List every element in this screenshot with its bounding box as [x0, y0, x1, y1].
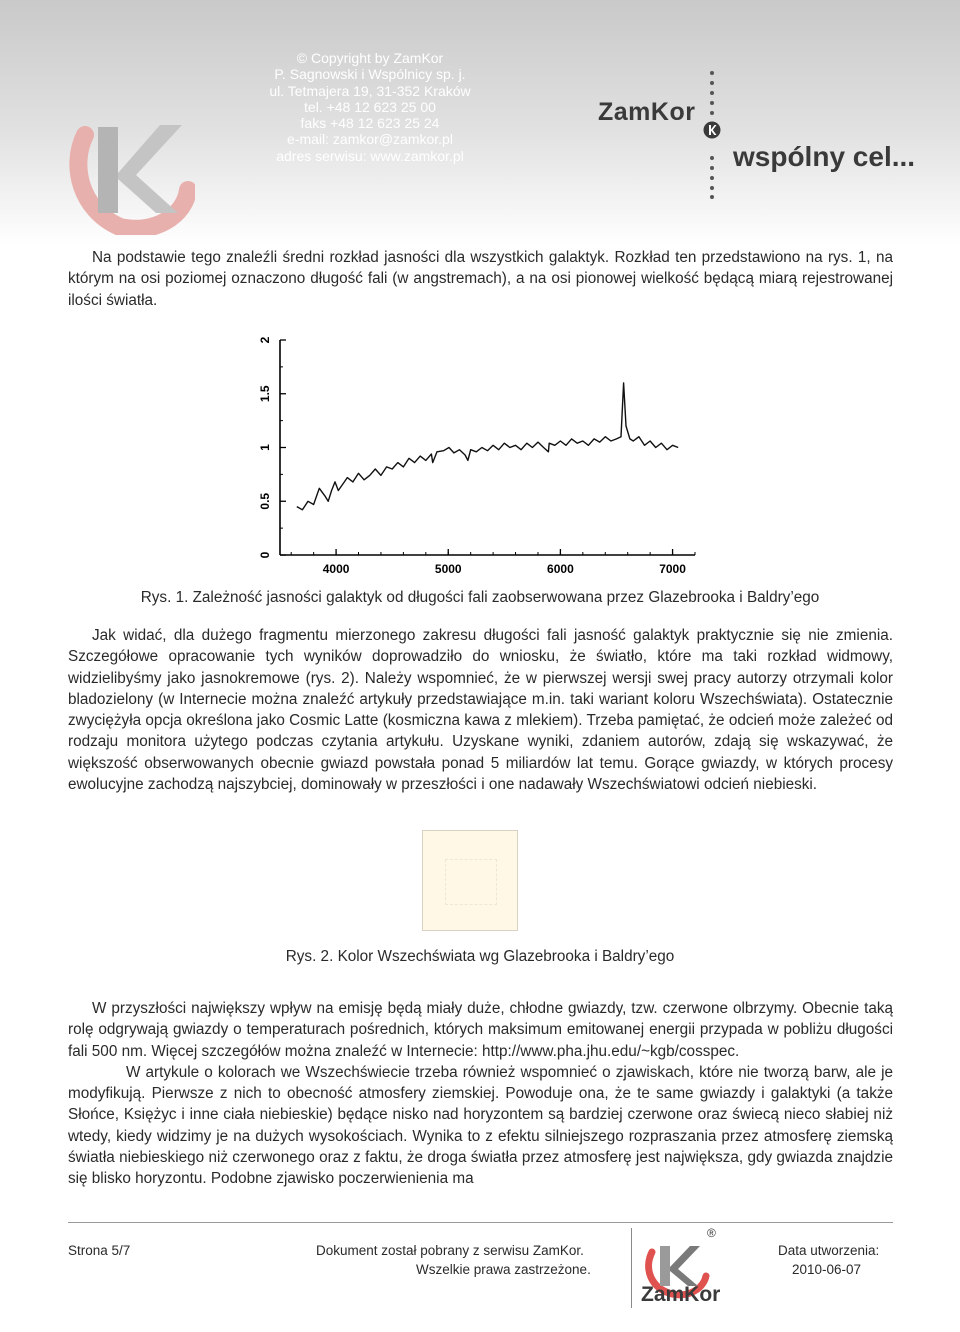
copyright-line[interactable]: e-mail: zamkor@zamkor.pl [287, 131, 453, 148]
page-number: Strona 5/7 [68, 1243, 131, 1258]
header-brand: ZamKor [598, 98, 696, 126]
paragraph-4-text: W artykule o kolorach we Wszechświecie trzeba również wspomnieć o zjawiskach, które nie tworzą barw, ale je modyfikują. Pierwsze z nich to obecność atmosfery ziemskiej. Powoduje ona, że te same gwiazdy i galaktyki (a także Słońce, Księżyc i inne ciała niebieskie) będące nisko nad horyzontem są bardziej czerwone oraz świecą nieco słabiej niż wtedy, kiedy widzimy je na dużych wysokościach. Wynika to z efektu silniejszego rozpraszania przez atmosferę ziemską światła niebieskiego niż czerwonego oraz z faktu, że droga światła przez atmosferę jest największa, gdy gwiazda znajdzie się blisko horyzontu. Podobne zjawisko poczerwienienia ma [68, 1063, 893, 1188]
x-tick-label: 6000 [547, 562, 574, 576]
y-tick-label: 1 [258, 444, 272, 451]
paragraph-2-text: Jak widać, dla dużego fragmentu mierzonego zakresu długości fali jasność galaktyk praktycznie się nie zmienia. Szczegółowe opracowanie tych wyników doprowadziło do wniosku, że światło, które ma taki rozkład widmowy, widzielibyśmy jako jasnokremowe (rys. 2). Należy wspomnieć, że w pierwszej wersji swej pracy autorzy otrzymali kolor bladozielony (w Internecie można znaleźć artykuły przedstawiające m.in. taki wariant koloru Wszechświata). Ostatecznie zwyciężyła opcja określona jako Cosmic Latte (kosmiczna kawa z mlekiem). Trzeba pamiętać, że odcień może zależeć od rodzaju monitora użytego podczas czytania artykułu. Uzyskane wyniki, zdaniem autorów, zdają się wskazywać, że większość obserwowanych obecnie gwiazd powstała ponad 5 miliardów lat temu. Gorące gwiazdy, w których procesy ewolucyjne zachodzą najszybciej, dominowały w przeszłości i one nadawały Wszechświatowi odcień niebieski. [68, 627, 893, 794]
copyright-line: ul. Tetmajera 19, 31-352 Kraków [269, 82, 471, 99]
spectrum-series-line [297, 383, 678, 510]
zamkor-k-watermark-icon [60, 95, 195, 235]
creation-date [778, 1241, 879, 1279]
swatch-inner-frame [445, 859, 497, 905]
figure-1-caption: Rys. 1. Zależność jasności galaktyk od długości fali zaobserwowana przez Glazebrooka i Baldry’ego [140, 589, 820, 606]
y-tick-layer [258, 336, 286, 558]
footer-brand: ZamKor [641, 1283, 721, 1306]
x-tick-label: 5000 [434, 562, 462, 576]
copyright-block [240, 50, 500, 164]
y-tick-label: 2 [258, 336, 272, 344]
footer-divider [68, 1222, 893, 1223]
k-badge-icon [703, 121, 721, 139]
y-tick-label: 0.5 [258, 492, 272, 510]
copyright-line: P. Sagnowski i Wspólnicy sp. j. [274, 66, 466, 83]
footer-notice-line-2: Wszelkie prawa zastrzeżone. [416, 1262, 591, 1277]
copyright-line: tel. +48 12 623 25 00 [304, 98, 436, 115]
footer-vertical-divider [631, 1228, 632, 1308]
date-label: Data utworzenia: [778, 1243, 880, 1258]
y-tick-label: 0 [258, 551, 272, 559]
x-tick-label: 4000 [322, 562, 350, 576]
figure-2-caption: Rys. 2. Kolor Wszechświata wg Glazebrooka i Baldry’ego [285, 948, 675, 965]
copyright-line: © Copyright by ZamKor [296, 50, 444, 66]
footer-notice [316, 1241, 591, 1279]
body-paragraph-2 [68, 625, 893, 795]
paragraph-3-text: W przyszłości największy wpływ na emisję będą miały duże, chłodne gwiazdy, tzw. czerwone olbrzymy. Obecnie taką rolę odgrywają gwiazdy o temperaturach pośrednich, których maksimum emitowanej energii przypada w pobliżu długości fali 500 nm. Więcej szczegółów można znaleźć w Internecie: http://www.pha.jhu.edu/~kgb/cosspec. [68, 1000, 893, 1060]
axis-layer [280, 340, 695, 555]
registered-mark: ® [707, 1226, 716, 1240]
y-tick-label: 1.5 [258, 385, 272, 403]
copyright-line[interactable]: adres serwisu: www.zamkor.pl [276, 147, 464, 164]
copyright-line: faks +48 12 623 25 24 [300, 115, 440, 132]
footer-notice-line-1: Dokument został pobrany z serwisu ZamKor. [316, 1243, 584, 1258]
header-slogan: wspólny cel... [733, 141, 916, 172]
spectrum-chart [245, 330, 705, 580]
date-value: 2010-06-07 [792, 1262, 862, 1277]
intro-text: Na podstawie tego znaleźli średni rozkład jasności dla wszystkich galaktyk. Rozkład ten przedstawiono na rys. 1, na którym na osi poziomej oznaczono długość fali (w angstremach), a na osi pionowej wielkość będącą miarą rejestrowanej ilości światła. [68, 249, 893, 309]
cosmic-latte-swatch [422, 830, 518, 931]
body-paragraph-3 [68, 998, 893, 1190]
x-tick-layer [291, 549, 695, 576]
x-tick-label: 7000 [659, 562, 686, 576]
intro-paragraph [68, 247, 893, 311]
